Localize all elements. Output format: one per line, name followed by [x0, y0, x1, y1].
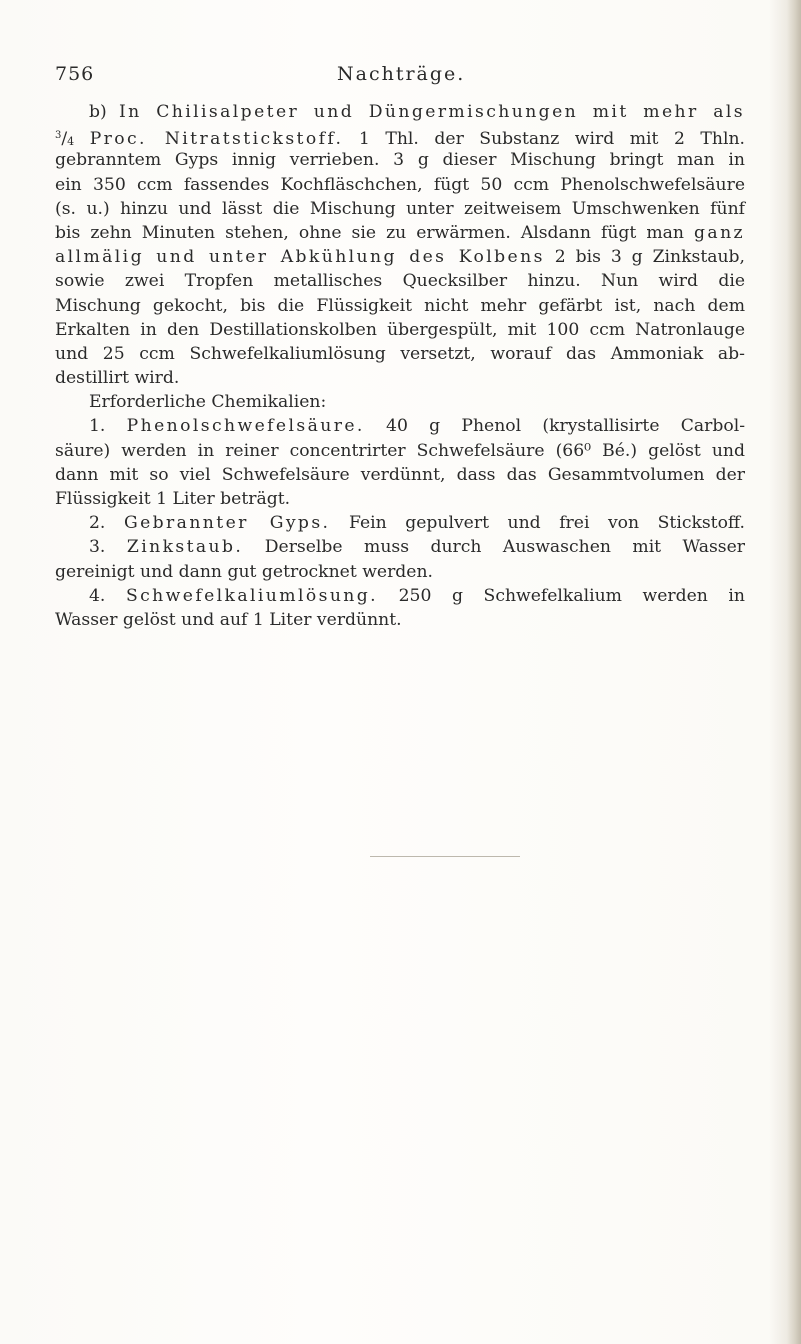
item-name: Phenolschwefelsäure.: [126, 416, 365, 437]
text-line: dann mit so viel Schwefelsäure verdünnt, dass das Gesammtvolumen der: [55, 464, 745, 485]
text-line: Wasser gelöst und auf 1 Liter verdünnt.: [55, 609, 402, 630]
text-line: gebranntem Gyps innig verrieben. 3 g dieser Mischung bringt man in: [55, 150, 745, 171]
chemical-item-4: [55, 584, 745, 608]
line-text: bis zehn Minuten stehen, ohne sie zu erwärmen. Alsdann fügt man: [55, 222, 684, 243]
footer-rule: [370, 856, 520, 857]
text-line: sowie zwei Tropfen metallisches Quecksilber hinzu. Nun wird die: [55, 271, 745, 292]
item-text: 250 g Schwefelkalium werden in: [398, 585, 745, 606]
fraction-numerator: 3: [55, 130, 62, 142]
body-text: [55, 100, 745, 632]
page-edge-shadow: [787, 0, 801, 1344]
text-line: [55, 124, 745, 148]
fraction: $^3/_4$: [55, 129, 75, 150]
line-text: 2 bis 3 g Zinkstaub,: [554, 247, 746, 268]
section-title-cont: Proc. Nitratstickstoff.: [89, 129, 344, 150]
text-line: [55, 221, 745, 245]
item-text: Fein gepulvert und frei von Stickstoff.: [348, 513, 745, 534]
item-number: 4.: [89, 585, 106, 606]
page-header: [55, 63, 745, 91]
text-line: säure) werden in reiner concentrirter Schwefelsäure (66⁰ Bé.) gelöst und: [55, 440, 745, 461]
item-text: Derselbe muss durch Auswaschen mit Wasser: [264, 537, 745, 558]
line-rest: 1 Thl. der Substanz wird mit 2 Thln.: [358, 129, 745, 150]
item-name: Zinkstaub.: [126, 537, 244, 558]
emphasis-allmaelig: allmälig und unter Abkühlung des Kolbens: [55, 247, 545, 268]
running-title: Nachträge.: [337, 63, 466, 85]
text-line: ein 350 ccm fassendes Kochfläschchen, fügt 50 ccm Phenolschwefelsäure: [55, 174, 745, 195]
emphasis-ganz: ganz: [694, 222, 745, 243]
text-line: Mischung gekocht, bis die Flüssigkeit nicht mehr gefärbt ist, nach dem: [55, 295, 745, 316]
item-name: Schwefelkaliumlösung.: [125, 585, 379, 606]
section-label: b): [89, 102, 107, 122]
chemical-item-1: [55, 414, 745, 438]
text-line: [55, 100, 745, 124]
fraction-denominator: 4: [67, 135, 75, 149]
section-title: In Chilisalpeter und Düngermischungen mit mehr als: [118, 102, 745, 122]
item-name: Gebrannter Gyps.: [123, 513, 331, 534]
text-line: Flüssigkeit 1 Liter beträgt.: [55, 489, 291, 509]
page-number: 756: [55, 63, 95, 85]
item-number: 3.: [89, 537, 106, 558]
text-line: [55, 245, 745, 269]
text-line: Erkalten in den Destillationskolben übergespült, mit 100 ccm Natronlauge: [55, 319, 745, 340]
item-number: 1.: [89, 416, 106, 437]
text-line: destillirt wird.: [55, 368, 180, 389]
chemical-item-3: [55, 535, 745, 559]
item-number: 2.: [89, 513, 106, 534]
text-line: (s. u.) hinzu und lässt die Mischung unter zeitweisem Umschwenken fünf: [55, 198, 745, 219]
text-line: und 25 ccm Schwefelkaliumlösung versetzt, worauf das Ammoniak ab-: [55, 343, 745, 364]
item-text: 40 g Phenol (krystallisirte Carbol-: [386, 416, 745, 437]
chemicals-heading: Erforderliche Chemikalien:: [89, 392, 327, 413]
text-line: gereinigt und dann gut getrocknet werden.: [55, 561, 433, 582]
chemical-item-2: [55, 511, 745, 535]
